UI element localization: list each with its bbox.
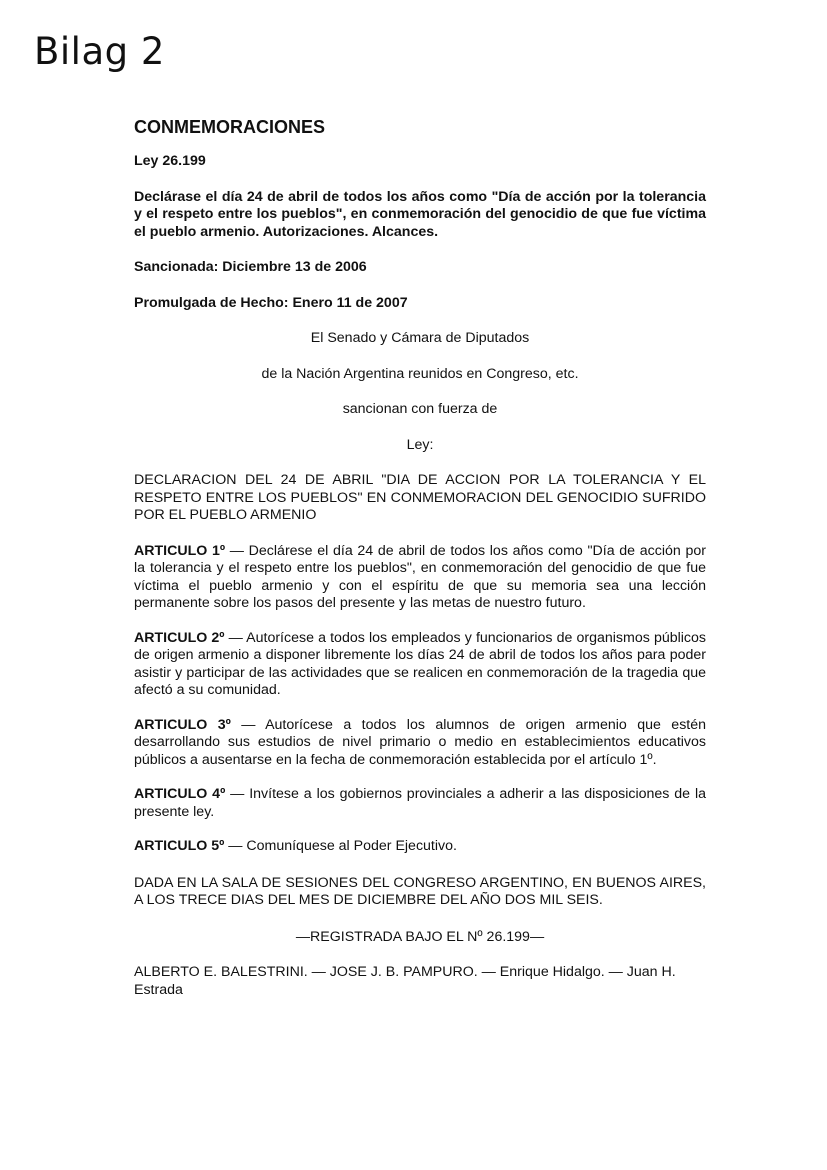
article-3 (134, 717, 706, 770)
preamble-line-4: Ley: (406, 436, 434, 453)
article-3-text: — Autorícese a todos los alumnos de origen armenio que estén desarrollando sus estudios de nivel primario o medio en establecimientos educativos públicos a ausentarse en la fecha de conmemoración establecida por el artículo 1º. (134, 716, 707, 768)
article-1-label: ARTICULO 1º (134, 542, 226, 559)
article-4-label: ARTICULO 4º (134, 786, 226, 802)
declaration-heading: DECLARACION DEL 24 DE ABRIL "DIA DE ACCION POR LA TOLERANCIA Y EL RESPETO ENTRE LOS PUEBLOS" EN CONMEMORACION DEL GENOCIDIO SUFRIDO POR EL PUEBLO ARMENIO (134, 472, 706, 523)
article-5-label: ARTICULO 5º (134, 838, 225, 854)
sanctioned-date: Sancionada: Diciembre 13 de 2006 (134, 259, 367, 275)
registration-line: —REGISTRADA BAJO EL Nº 26.199— (295, 928, 545, 945)
preamble-line-2: de la Nación Argentina reunidos en Congreso, etc. (261, 365, 579, 382)
preamble-line-3: sancionan con fuerza de (342, 401, 498, 417)
document-title: CONMEMORACIONES (134, 117, 326, 137)
article-1 (134, 543, 706, 613)
document-body (134, 116, 706, 1016)
article-1-text: — Declárese el día 24 de abril de todos los años como "Día de acción por la tolerancia y el respeto entre los pueblos", en conmemoración del genocidio de que fue víctima el pueblo armenio y con el espíritu de que su memoria sea una lección permanente sobre los pasos del presente y las metas de nuestro futuro. (134, 542, 706, 611)
article-5 (134, 838, 706, 856)
law-number: Ley 26.199 (134, 153, 206, 169)
article-2-label: ARTICULO 2º (134, 629, 225, 646)
article-5-text: — Comuníquese al Poder Ejecutivo. (224, 838, 457, 854)
signatures: ALBERTO E. BALESTRINI. — JOSE J. B. PAMPURO. — Enrique Hidalgo. — Juan H. Estrada (134, 964, 676, 998)
law-summary: Declárase el día 24 de abril de todos los años como "Día de acción por la tolerancia y el respeto entre los pueblos", en conmemoración del genocidio de que fue víctima el pueblo armenio. Autorizaciones. Alcances. (134, 188, 706, 240)
article-2 (134, 630, 706, 700)
article-3-label: ARTICULO 3º (134, 716, 231, 733)
appendix-label: Bilag 2 (34, 30, 165, 73)
article-4-text: — Invítese a los gobiernos provinciales a adherir a las disposiciones de la presente ley. (134, 786, 706, 820)
promulgated-date: Promulgada de Hecho: Enero 11 de 2007 (134, 294, 408, 311)
preamble-line-1: El Senado y Cámara de Diputados (310, 330, 530, 346)
article-4 (134, 786, 706, 821)
article-2-text: — Autorícese a todos los empleados y funcionarios de organismos públicos de origen armenio a disponer libremente los días 24 de abril de todos los años para poder asistir y participar de las actividades que se realicen en conmemoración de la tragedia que afectó a su comunidad. (134, 629, 706, 698)
given-statement: DADA EN LA SALA DE SESIONES DEL CONGRESO ARGENTINO, EN BUENOS AIRES, A LOS TRECE DIAS DEL MES DE DICIEMBRE DEL AÑO DOS MIL SEIS. (134, 874, 706, 908)
